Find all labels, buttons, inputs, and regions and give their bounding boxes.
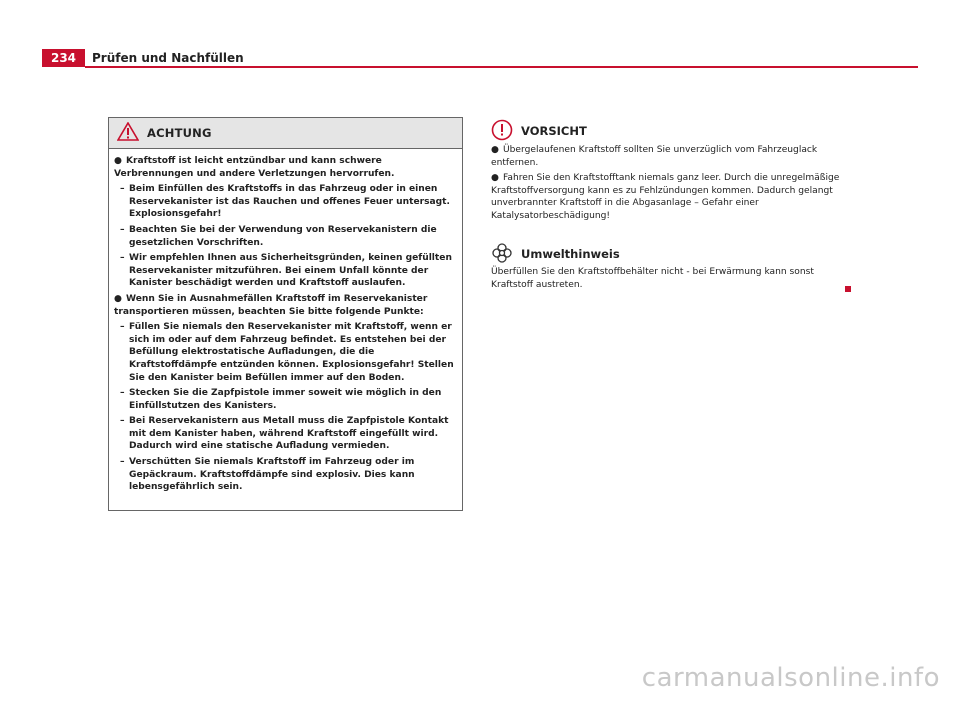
warning-item: [114, 155, 458, 180]
warning-body: [109, 149, 462, 494]
flower-icon: [491, 242, 513, 267]
caution-header: [491, 120, 851, 142]
warning-subitem-text: Beachten Sie bei der Verwendung von Reservekanistern die gesetzlichen Vorschriften.: [129, 224, 437, 248]
caution-item-text: Fahren Sie den Kraftstofftank niemals ganz leer. Durch die unregelmäßige Kraftstoffversorgung kann es zu Fehlzündungen kommen. Dadurch gelangt unverbrannter Kraftstoff in die Abgasanlage – Gefahr einer Katalysatorbeschädigung!: [491, 173, 840, 221]
header-rule: [85, 66, 918, 68]
warning-subitem: [114, 415, 458, 453]
warning-header: [109, 118, 462, 149]
warning-item-text: Wenn Sie in Ausnahmefällen Kraftstoff im Reservekanister transportieren müssen, beachten Sie bitte folgende Punkte:: [114, 293, 428, 317]
warning-title: ACHTUNG: [147, 126, 212, 140]
environment-body: [491, 266, 851, 291]
dash-marker: –: [120, 322, 125, 333]
warning-subitem: [114, 387, 458, 412]
caution-item: [491, 172, 851, 222]
dash-marker: –: [120, 457, 125, 468]
caution-title: VORSICHT: [521, 124, 587, 138]
page-number: 234: [42, 49, 85, 67]
caution-body: [491, 144, 851, 226]
bullet-marker: ●: [491, 173, 499, 184]
warning-subitem-text: Beim Einfüllen des Kraftstoffs in das Fahrzeug oder in einen Reservekanister ist das Rauchen und offenes Feuer untersagt. Explosionsgefahr!: [129, 184, 450, 220]
warning-subitem-text: Bei Reservekanistern aus Metall muss die Zapfpistole Kontakt mit dem Kanister haben, während Kraftstoff eingefüllt wird. Dadurch wird eine statische Aufladung vermieden.: [129, 416, 449, 452]
dash-marker: –: [120, 184, 125, 195]
dash-marker: –: [120, 253, 125, 264]
warning-item-text: Kraftstoff ist leicht entzündbar und kann schwere Verbrennungen und andere Verletzungen hervorrufen.: [114, 156, 395, 179]
bullet-marker: ●: [114, 156, 122, 166]
warning-item: [114, 293, 458, 318]
warning-subitem: [114, 183, 458, 221]
warning-subitem: [114, 456, 458, 494]
warning-subitem-text: Stecken Sie die Zapfpistole immer soweit wie möglich in den Einfüllstutzen des Kanisters.: [129, 388, 442, 411]
warning-triangle-icon: [117, 122, 139, 144]
bullet-marker: ●: [114, 293, 122, 304]
caution-item: [491, 144, 851, 169]
warning-subitem: [114, 321, 458, 384]
watermark: carmanualsonline.info: [641, 663, 940, 693]
environment-header: [491, 243, 851, 265]
dash-marker: –: [120, 388, 125, 399]
page-title: Prüfen und Nachfüllen: [92, 51, 244, 65]
section-end-marker: [845, 286, 851, 292]
warning-subitem-text: Wir empfehlen Ihnen aus Sicherheitsgründen, keinen gefüllten Reservekanister mitzuführen. Bei einem Unfall könnte der Kanister beschädigt werden und Kraftstoff auslaufen.: [129, 253, 452, 289]
warning-subitem-text: Füllen Sie niemals den Reservekanister mit Kraftstoff, wenn er sich im oder auf dem Fahrzeug befindet. Es entstehen bei der Befüllung elektrostatische Aufladungen, die die Kraftstoffdämpfe entzünden können. Explosionsgefahr! Stellen Sie den Kanister beim Befüllen immer auf den Boden.: [129, 322, 454, 383]
environment-title: Umwelthinweis: [521, 247, 620, 261]
warning-subitem: [114, 224, 458, 249]
warning-subitem-text: Verschütten Sie niemals Kraftstoff im Fahrzeug oder im Gepäckraum. Kraftstoffdämpfe sind explosiv. Dies kann lebensgefährlich sein.: [129, 457, 415, 493]
warning-subitem: [114, 252, 458, 290]
dash-marker: –: [120, 416, 125, 427]
warning-box: [108, 117, 463, 511]
bullet-marker: ●: [491, 145, 499, 155]
dash-marker: –: [120, 224, 125, 235]
environment-text: Überfüllen Sie den Kraftstoffbehälter nicht - bei Erwärmung kann sonst Kraftstoff austreten.: [491, 267, 814, 290]
caution-item-text: Übergelaufenen Kraftstoff sollten Sie unverzüglich vom Fahrzeuglack entfernen.: [491, 145, 818, 168]
exclamation-circle-icon: [491, 119, 513, 144]
